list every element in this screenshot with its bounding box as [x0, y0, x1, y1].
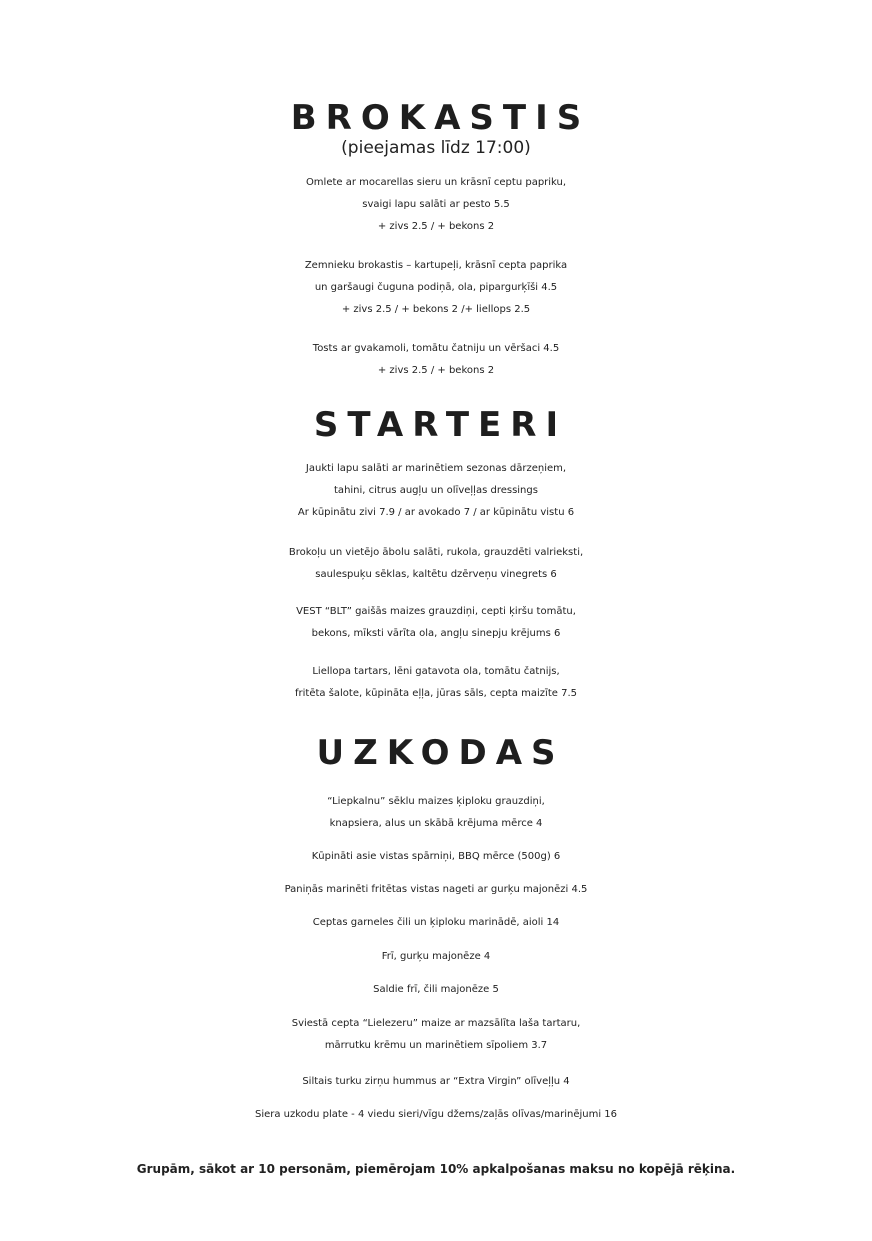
menu-item-line: svaigi lapu salāti ar pesto 5.5 — [362, 199, 510, 210]
menu-item-line: Siera uzkodu plate - 4 viedu sieri/vīgu džems/zaļās olīvas/marinējumi 16 — [254, 1109, 618, 1120]
menu-item — [0, 172, 872, 238]
section-title-uzkodas: UZKODAS — [316, 733, 565, 773]
menu-item-line: Siltais turku zirņu hummus ar “Extra Virgin” olīveļļu 4 — [302, 1076, 570, 1087]
menu-item — [0, 879, 872, 901]
menu-item — [0, 791, 872, 835]
menu-item-line: Tosts ar gvakamoli, tomātu čatniju un vēršaci 4.5 — [312, 343, 560, 354]
menu-item-line: + zivs 2.5 / + bekons 2 — [377, 365, 495, 376]
section-uzkodas — [0, 733, 872, 773]
footer-note: Grupām, sākot ar 10 personām, piemērojam 10% apkalpošanas maksu no kopējā rēķina. — [136, 1162, 736, 1176]
menu-item-line: + zivs 2.5 / + bekons 2 — [377, 221, 495, 232]
menu-item — [0, 979, 872, 1001]
menu-item-line: knapsiera, alus un skābā krējuma mērce 4 — [329, 818, 543, 829]
menu-item-line: “Liepkalnu” sēklu maizes ķiploku grauzdiņi, — [327, 796, 545, 807]
menu-item-line: mārrutku krēmu un marinētiem sīpoliem 3.7 — [324, 1040, 548, 1051]
menu-item — [0, 946, 872, 968]
menu-item-line: Liellopa tartars, lēni gatavota ola, tomātu čatnijs, — [312, 666, 560, 677]
menu-item — [0, 458, 872, 524]
menu-item-line: VEST “BLT” gaišās maizes grauzdiņi, cepti ķiršu tomātu, — [296, 606, 576, 617]
menu-item — [0, 661, 872, 705]
section-subtitle-brokastis: (pieejamas līdz 17:00) — [341, 138, 531, 158]
menu-item — [0, 1104, 872, 1126]
menu-item — [0, 601, 872, 645]
menu-item-line: + zivs 2.5 / + bekons 2 /+ liellops 2.5 — [341, 304, 531, 315]
menu-item-line: Kūpināti asie vistas spārniņi, BBQ mērce (500g) 6 — [311, 851, 561, 862]
menu-item-line: Omlete ar mocarellas sieru un krāsnī ceptu papriku, — [305, 177, 567, 188]
menu-item — [0, 912, 872, 934]
section-title-brokastis: BROKASTIS — [290, 98, 591, 138]
menu-item-line: Jaukti lapu salāti ar marinētiem sezonas dārzeņiem, — [305, 463, 567, 474]
menu-item-line: Sviestā cepta “Lielezeru” maize ar mazsālīta laša tartaru, — [291, 1018, 581, 1029]
section-brokastis — [0, 98, 872, 167]
menu-item — [0, 338, 872, 382]
menu-item — [0, 255, 872, 321]
menu-item-line: Ceptas garneles čili un ķiploku marinādē, aioli 14 — [312, 917, 560, 928]
menu-item — [0, 542, 872, 586]
menu-item-line: Frī, gurķu majonēze 4 — [381, 951, 491, 962]
menu-item-line: bekons, mīksti vārīta ola, angļu sinepju krējums 6 — [311, 628, 561, 639]
menu-item — [0, 846, 872, 868]
menu-item — [0, 1071, 872, 1093]
menu-item-line: Zemnieku brokastis – kartupeļi, krāsnī cepta paprika — [304, 260, 568, 271]
menu-item-line: Brokoļu un vietējo ābolu salāti, rukola, grauzdēti valrieksti, — [288, 547, 584, 558]
menu-item-line: tahini, citrus augļu un olīveļļas dressings — [334, 485, 538, 496]
menu-item-line: saulespuķu sēklas, kaltētu dzērveņu vinegrets 6 — [315, 569, 557, 580]
menu-item-line: Saldie frī, čili majonēze 5 — [373, 984, 499, 995]
menu-item — [0, 1013, 872, 1057]
section-starteri — [0, 405, 872, 445]
section-title-starteri: STARTERI — [313, 405, 568, 445]
menu-item-line: Paniņās marinēti fritētas vistas nageti ar gurķu majonēzi 4.5 — [284, 884, 588, 895]
menu-item-line: fritēta šalote, kūpināta eļļa, jūras sāls, cepta maizīte 7.5 — [294, 688, 577, 699]
menu-item-line: un garšaugi čuguna podiņā, ola, pipargurķīši 4.5 — [314, 282, 558, 293]
menu-item-line: Ar kūpinātu zivi 7.9 / ar avokado 7 / ar kūpinātu vistu 6 — [297, 507, 575, 518]
